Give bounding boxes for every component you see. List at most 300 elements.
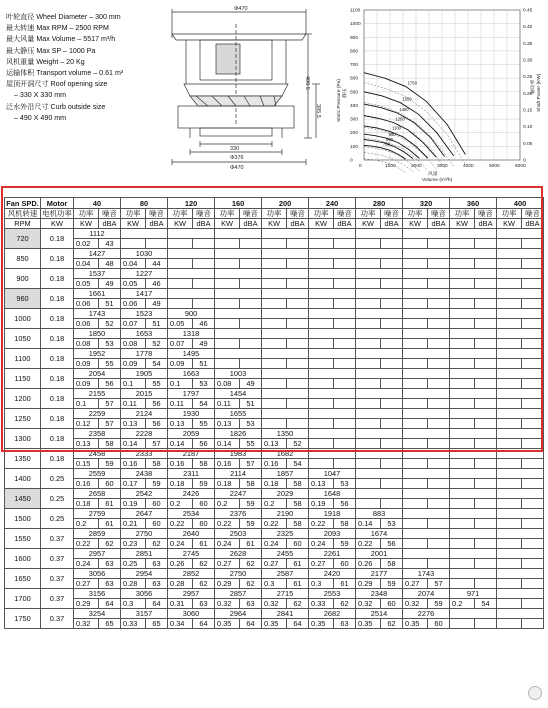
- power-cell: [403, 479, 428, 489]
- volume-cell: 2358: [74, 429, 121, 439]
- volume-cell: [309, 329, 356, 339]
- volume-cell: [168, 229, 215, 239]
- volume-cell: [497, 289, 544, 299]
- spec-line: 泛水外沿尺寸 Curb outside size: [6, 102, 106, 111]
- volume-cell: [356, 309, 403, 319]
- volume-cell: [403, 329, 450, 339]
- noise-cell: 59: [240, 519, 262, 529]
- y-tick-label: 400: [350, 103, 359, 109]
- table-row: [5, 349, 544, 359]
- noise-cell: 59: [428, 599, 450, 609]
- volume-cell: [309, 349, 356, 359]
- power-cell: [497, 619, 522, 629]
- volume-cell: [497, 409, 544, 419]
- power-cell: [168, 239, 193, 249]
- power-cell: [262, 319, 287, 329]
- spec-line: 最大静压 Max SP – 1000 Pa: [6, 46, 96, 55]
- volume-cell: [497, 369, 544, 379]
- volume-cell: 2325: [262, 529, 309, 539]
- table-row: [5, 609, 544, 619]
- volume-cell: [497, 389, 544, 399]
- power-cell: [497, 419, 522, 429]
- noise-cell: 48: [99, 259, 121, 269]
- header-power-cn: 功率: [74, 209, 99, 219]
- volume-cell: 1743: [403, 569, 450, 579]
- y-tick-label: 800: [350, 49, 359, 55]
- power-cell: [403, 459, 428, 469]
- noise-cell: [522, 519, 544, 529]
- noise-cell: [522, 319, 544, 329]
- header-pressure: 400: [497, 198, 544, 209]
- noise-cell: 60: [193, 519, 215, 529]
- motor-cell: 0.25: [41, 509, 74, 529]
- noise-cell: [475, 379, 497, 389]
- volume-cell: [215, 269, 262, 279]
- power-cell: 0.07: [121, 319, 146, 329]
- volume-cell: [262, 229, 309, 239]
- volume-cell: 3060: [168, 609, 215, 619]
- volume-cell: 2553: [309, 589, 356, 599]
- power-cell: [309, 419, 334, 429]
- volume-cell: [497, 549, 544, 559]
- volume-cell: [450, 269, 497, 279]
- power-cell: [215, 339, 240, 349]
- power-cell: [497, 359, 522, 369]
- table-row: [5, 369, 544, 379]
- header-noise-cn: 噪音: [334, 209, 356, 219]
- power-cell: [497, 479, 522, 489]
- noise-cell: [334, 359, 356, 369]
- power-cell: 0.12: [74, 419, 99, 429]
- volume-cell: [497, 329, 544, 339]
- volume-cell: [168, 249, 215, 259]
- spec-list: [6, 12, 166, 124]
- series-label: 960: [388, 132, 396, 138]
- volume-cell: [450, 349, 497, 359]
- noise-cell: 49: [146, 299, 168, 309]
- power-cell: 0.16: [74, 479, 99, 489]
- volume-cell: 1661: [74, 289, 121, 299]
- y-tick-label: 1100: [350, 8, 361, 14]
- rpm-cell: 1250: [5, 409, 41, 429]
- volume-cell: 2957: [74, 549, 121, 559]
- volume-cell: [497, 569, 544, 579]
- volume-cell: [403, 349, 450, 359]
- volume-cell: [497, 529, 544, 539]
- volume-cell: 2124: [121, 409, 168, 419]
- noise-cell: [522, 379, 544, 389]
- motor-cell: 0.18: [41, 309, 74, 329]
- table-row-values: [5, 379, 544, 389]
- drawing-svg: [156, 4, 326, 172]
- y2-tick-label: 0.10: [523, 125, 533, 131]
- volume-cell: 1918: [309, 509, 356, 519]
- header-noise-unit: dBA: [287, 219, 309, 229]
- volume-cell: 2376: [215, 509, 262, 519]
- rpm-cell: 1500: [5, 509, 41, 529]
- volume-cell: [450, 229, 497, 239]
- noise-cell: 59: [146, 479, 168, 489]
- volume-cell: [450, 509, 497, 519]
- noise-cell: 60: [193, 499, 215, 509]
- noise-cell: 49: [193, 339, 215, 349]
- volume-cell: 1826: [215, 429, 262, 439]
- noise-cell: 63: [99, 579, 121, 589]
- dim-top: Φ470: [234, 6, 248, 12]
- power-cell: [215, 259, 240, 269]
- noise-cell: 59: [99, 459, 121, 469]
- power-cell: [356, 279, 381, 289]
- header-power-unit: KW: [497, 219, 522, 229]
- header-noise-unit: dBA: [193, 219, 215, 229]
- power-cell: [262, 419, 287, 429]
- y-tick-label: 700: [350, 63, 359, 69]
- noise-cell: [475, 479, 497, 489]
- noise-cell: 56: [146, 399, 168, 409]
- header-noise-cn: 噪音: [475, 209, 497, 219]
- volume-cell: [309, 389, 356, 399]
- noise-cell: 62: [146, 539, 168, 549]
- noise-cell: [428, 239, 450, 249]
- power-cell: 0.2: [168, 499, 193, 509]
- volume-cell: 2333: [121, 449, 168, 459]
- volume-cell: [403, 449, 450, 459]
- noise-cell: 56: [381, 539, 403, 549]
- table-row-values: [5, 279, 544, 289]
- x-tick-label: 1000: [385, 164, 396, 169]
- header-power-cn: 功率: [262, 209, 287, 219]
- power-cell: [450, 459, 475, 469]
- volume-cell: 1778: [121, 349, 168, 359]
- power-cell: 0.22: [356, 539, 381, 549]
- volume-cell: [262, 389, 309, 399]
- noise-cell: [334, 379, 356, 389]
- power-cell: 0.09: [74, 379, 99, 389]
- y2-tick-label: 0.40: [523, 25, 533, 31]
- table-row: [5, 249, 544, 259]
- volume-cell: 1983: [215, 449, 262, 459]
- volume-cell: 2559: [74, 469, 121, 479]
- noise-cell: 60: [334, 559, 356, 569]
- noise-cell: [522, 499, 544, 509]
- y2-tick-label: 0.20: [523, 91, 533, 97]
- noise-cell: 62: [381, 619, 403, 629]
- noise-cell: [240, 239, 262, 249]
- volume-cell: 883: [356, 509, 403, 519]
- volume-cell: 2114: [215, 469, 262, 479]
- power-cell: 0.22: [74, 539, 99, 549]
- volume-cell: [497, 469, 544, 479]
- y2-tick-label: 0.05: [523, 141, 533, 147]
- noise-cell: [475, 519, 497, 529]
- x-axis-label-cn: 风量: [428, 172, 438, 177]
- noise-cell: 61: [193, 539, 215, 549]
- performance-chart: [330, 2, 546, 186]
- noise-cell: 46: [193, 319, 215, 329]
- noise-cell: [287, 359, 309, 369]
- series-label: 1750: [407, 80, 417, 86]
- volume-cell: 2426: [168, 489, 215, 499]
- noise-cell: 53: [334, 479, 356, 489]
- volume-cell: 1663: [168, 369, 215, 379]
- x-tick-label: 0: [359, 164, 362, 169]
- header-row-units: [5, 219, 544, 229]
- power-cell: [450, 239, 475, 249]
- power-cell: [450, 419, 475, 429]
- volume-cell: 2640: [168, 529, 215, 539]
- noise-cell: 58: [334, 519, 356, 529]
- power-cell: 0.1: [168, 379, 193, 389]
- y-axis-label-cn: 静压: [343, 88, 348, 98]
- volume-cell: [309, 289, 356, 299]
- volume-cell: [403, 429, 450, 439]
- power-cell: [309, 459, 334, 469]
- power-cell: 0.29: [74, 599, 99, 609]
- volume-cell: 1495: [168, 349, 215, 359]
- table-row-values: [5, 619, 544, 629]
- power-cell: [356, 479, 381, 489]
- noise-cell: [334, 279, 356, 289]
- power-cell: [450, 579, 475, 589]
- noise-cell: 61: [99, 499, 121, 509]
- volume-cell: [356, 429, 403, 439]
- power-cell: [497, 599, 522, 609]
- power-cell: 0.14: [356, 519, 381, 529]
- y-tick-label: 900: [350, 35, 359, 41]
- header-pressure: 240: [309, 198, 356, 209]
- header-pressure: 320: [403, 198, 450, 209]
- noise-cell: [475, 339, 497, 349]
- table-row-values: [5, 339, 544, 349]
- header-power-cn: 功率: [121, 209, 146, 219]
- table-row-values: [5, 499, 544, 509]
- noise-cell: 62: [240, 579, 262, 589]
- header-power-cn: 功率: [403, 209, 428, 219]
- power-cell: 0.24: [74, 559, 99, 569]
- noise-cell: [475, 619, 497, 629]
- power-cell: 0.27: [74, 579, 99, 589]
- power-cell: 0.22: [309, 519, 334, 529]
- power-cell: 0.24: [215, 539, 240, 549]
- power-cell: 0.28: [168, 579, 193, 589]
- noise-cell: [381, 399, 403, 409]
- volume-cell: 2059: [168, 429, 215, 439]
- noise-cell: [475, 559, 497, 569]
- motor-cell: 0.37: [41, 569, 74, 589]
- volume-cell: [215, 289, 262, 299]
- volume-cell: 1850: [74, 329, 121, 339]
- volume-cell: [450, 329, 497, 339]
- noise-cell: [475, 239, 497, 249]
- noise-cell: 62: [240, 559, 262, 569]
- power-cell: 0.14: [168, 439, 193, 449]
- power-cell: 0.18: [168, 479, 193, 489]
- power-cell: 0.32: [403, 599, 428, 609]
- noise-cell: 52: [146, 339, 168, 349]
- y2-tick-label: 0.30: [523, 58, 533, 64]
- volume-cell: [497, 609, 544, 619]
- power-cell: [497, 319, 522, 329]
- noise-cell: 63: [99, 559, 121, 569]
- series-label: 1100: [392, 125, 402, 131]
- header-power-unit: KW: [215, 219, 240, 229]
- noise-cell: 55: [99, 359, 121, 369]
- volume-cell: [450, 389, 497, 399]
- header-power-unit: KW: [356, 219, 381, 229]
- power-cell: 0.06: [121, 299, 146, 309]
- performance-table-wrap: [4, 197, 543, 629]
- noise-cell: [287, 239, 309, 249]
- noise-cell: [475, 419, 497, 429]
- table-row-values: [5, 559, 544, 569]
- noise-cell: 60: [381, 599, 403, 609]
- volume-cell: 2647: [121, 509, 168, 519]
- noise-cell: [522, 459, 544, 469]
- noise-cell: [240, 279, 262, 289]
- noise-cell: [522, 479, 544, 489]
- noise-cell: 63: [193, 599, 215, 609]
- volume-cell: 900: [168, 309, 215, 319]
- noise-cell: [522, 599, 544, 609]
- power-cell: 0.06: [74, 319, 99, 329]
- power-cell: [356, 359, 381, 369]
- power-cell: [309, 359, 334, 369]
- noise-cell: 59: [334, 539, 356, 549]
- header-noise-unit: dBA: [146, 219, 168, 229]
- volume-cell: [356, 389, 403, 399]
- rpm-cell: 1600: [5, 549, 41, 569]
- series-label: 1550: [402, 96, 412, 102]
- power-cell: 0.34: [168, 619, 193, 629]
- volume-cell: 2857: [215, 589, 262, 599]
- volume-cell: 1743: [74, 309, 121, 319]
- power-cell: 0.2: [450, 599, 475, 609]
- header-power-unit: KW: [403, 219, 428, 229]
- power-cell: [497, 519, 522, 529]
- header-power-cn: 功率: [168, 209, 193, 219]
- header-rpm-unit: RPM: [5, 219, 41, 229]
- power-cell: 0.33: [121, 619, 146, 629]
- power-cell: 0.35: [403, 619, 428, 629]
- table-row: [5, 529, 544, 539]
- volume-cell: [497, 449, 544, 459]
- power-cell: [403, 239, 428, 249]
- power-cell: 0.1: [121, 379, 146, 389]
- volume-cell: 2029: [262, 489, 309, 499]
- noise-cell: [475, 399, 497, 409]
- volume-cell: 1427: [74, 249, 121, 259]
- dim-bottom: Φ470: [230, 165, 244, 171]
- noise-cell: 61: [287, 579, 309, 589]
- header-noise-cn: 噪音: [240, 209, 262, 219]
- header-rpm-cn: 风机转速: [5, 209, 41, 219]
- power-cell: [215, 239, 240, 249]
- noise-cell: 56: [334, 499, 356, 509]
- volume-cell: [356, 369, 403, 379]
- noise-cell: [522, 259, 544, 269]
- header-noise-unit: dBA: [99, 219, 121, 229]
- noise-cell: [334, 339, 356, 349]
- noise-cell: 60: [146, 519, 168, 529]
- volume-cell: 2190: [262, 509, 309, 519]
- noise-cell: [522, 239, 544, 249]
- noise-cell: [428, 259, 450, 269]
- series-label: 850: [386, 136, 394, 142]
- spec-line: 屋顶开洞尺寸 Roof opening size: [6, 80, 108, 89]
- noise-cell: [193, 259, 215, 269]
- noise-cell: [381, 239, 403, 249]
- noise-cell: [240, 319, 262, 329]
- noise-cell: 58: [287, 479, 309, 489]
- volume-cell: [356, 349, 403, 359]
- header-noise-unit: dBA: [334, 219, 356, 229]
- volume-cell: [450, 549, 497, 559]
- power-cell: [497, 299, 522, 309]
- power-cell: 0.11: [215, 399, 240, 409]
- table-row: [5, 489, 544, 499]
- power-cell: 0.11: [168, 399, 193, 409]
- power-cell: [450, 379, 475, 389]
- power-cell: [497, 439, 522, 449]
- power-cell: [309, 299, 334, 309]
- rpm-cell: 1700: [5, 589, 41, 609]
- noise-cell: [381, 419, 403, 429]
- volume-cell: [450, 289, 497, 299]
- table-row-values: [5, 599, 544, 609]
- volume-cell: 1047: [309, 469, 356, 479]
- noise-cell: 61: [240, 539, 262, 549]
- power-cell: [356, 339, 381, 349]
- volume-cell: 2715: [262, 589, 309, 599]
- rpm-cell: 1150: [5, 369, 41, 389]
- header-power-unit: KW: [168, 219, 193, 229]
- volume-cell: 2859: [74, 529, 121, 539]
- volume-cell: [262, 409, 309, 419]
- noise-cell: 55: [146, 379, 168, 389]
- motor-cell: 0.37: [41, 589, 74, 609]
- noise-cell: 57: [99, 399, 121, 409]
- volume-cell: 1905: [121, 369, 168, 379]
- noise-cell: 53: [240, 419, 262, 429]
- power-cell: 0.11: [121, 399, 146, 409]
- power-cell: 0.32: [262, 599, 287, 609]
- table-row: [5, 269, 544, 279]
- power-cell: [497, 539, 522, 549]
- volume-cell: 2514: [356, 609, 403, 619]
- table-row-values: [5, 579, 544, 589]
- volume-cell: [403, 269, 450, 279]
- power-cell: 0.05: [168, 319, 193, 329]
- table-row: [5, 429, 544, 439]
- volume-cell: [497, 269, 544, 279]
- power-cell: [356, 379, 381, 389]
- noise-cell: 55: [240, 439, 262, 449]
- noise-cell: [287, 399, 309, 409]
- watermark-logo: [482, 682, 542, 704]
- volume-cell: 1417: [121, 289, 168, 299]
- power-cell: [450, 339, 475, 349]
- noise-cell: 64: [193, 619, 215, 629]
- rpm-cell: 1550: [5, 529, 41, 549]
- power-cell: 0.32: [215, 599, 240, 609]
- volume-cell: 2759: [74, 509, 121, 519]
- volume-cell: 1318: [168, 329, 215, 339]
- volume-cell: [262, 309, 309, 319]
- volume-cell: 2247: [215, 489, 262, 499]
- noise-cell: 62: [193, 559, 215, 569]
- power-cell: [403, 419, 428, 429]
- volume-cell: 2957: [168, 589, 215, 599]
